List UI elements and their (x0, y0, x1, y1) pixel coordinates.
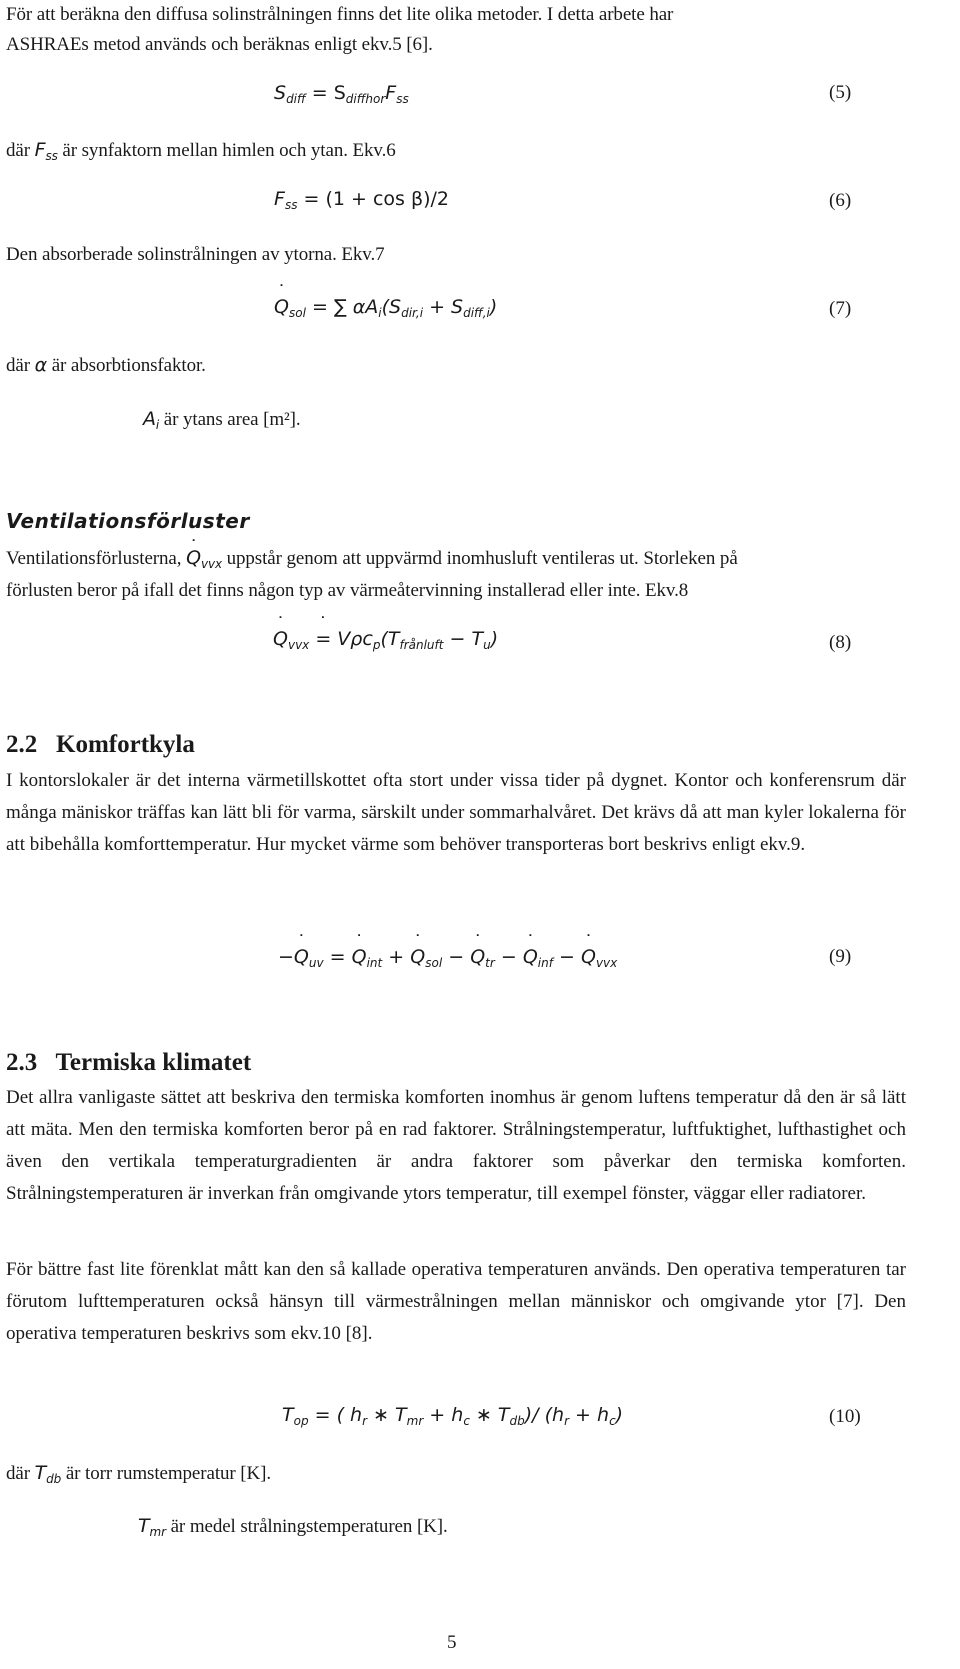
equation-6: $F_{ss} = (1 + \cos \beta)/2$ (274, 188, 449, 212)
equation-5: $S_{diff} = S_{diffhor}F_{ss}$ (274, 82, 409, 106)
equation-9-number: (9) (829, 946, 852, 967)
section-2-2-heading: 2.2 Komfortkyla (6, 731, 195, 758)
section-2-3-heading: 2.3 Termiska klimatet (6, 1049, 252, 1076)
equation-5-number: (5) (829, 82, 852, 103)
equation-10: $T_{op}$ = ( $h_r$ ∗ $T_{mr} + h_c$ ∗ $T_{db})/$ $(h_r + h_c)$ (282, 1404, 624, 1428)
section-2-3-paragraph-1: Det allra vanligaste sättet att beskriva den termiska komforten inomhus är genom luftens temperatur då den är så lätt att mäta. Men den termiska komforten beror på en rad faktorer. Strålningstemperatur, luftfuktighet, lufthastighet och även den vertikala temperaturgradienten är andra faktorer som påverkar den termiska komforten. Strålningstemperaturen är inverkan från omgivande ytors temperatur, till exempel fönster, väggar eller radiatorer. (6, 1087, 906, 1204)
alpha-definition: där α är absorbtionsfaktor. (6, 354, 206, 376)
equation-8-number: (8) (829, 632, 852, 653)
area-definition: $A_i$ är ytans area [m²]. (143, 408, 301, 432)
tmr-definition: $T_{mr}$ är medel strålningstemperaturen [K]. (138, 1515, 448, 1539)
section-2-3-paragraph-2: För bättre fast lite förenklat mått kan den så kallade operativa temperaturen används. Den operativa temperaturen tar förutom lufttemperaturen också hänsyn till värmestrålningen mellan människor och omgivande ytor [7]. Den operativa temperaturen beskrivs som ekv.10 [8]. (6, 1259, 906, 1344)
intro-line-1: För att beräkna den diffusa solinstrålningen finns det lite olika metoder. I detta arbete har (6, 4, 674, 25)
ventilation-heading: Ventilationsförluster (6, 509, 250, 533)
page-number: 5 (447, 1632, 457, 1653)
fss-definition: där $F_{ss}$ är synfaktorn mellan himlen och ytan. Ekv.6 (6, 139, 396, 163)
ventilation-line-1: Ventilationsförlusterna, ˙ $Q_{vvx}$ uppstår genom att uppvärmd inomhusluft ventileras ut. Storleken på (6, 543, 738, 579)
equation-9: −˙ $Q_{uv}$ = ˙ $Q_{int}$ + ˙ $Q_{sol}$ − ˙ $Q_{tr}$ − ˙ $Q_{inf}$ − ˙ $Q_{vvx}$ (278, 946, 617, 970)
equation-8: ˙ $Q_{vvx}$ ˙ = $V\rho c_p(T_{frånluft} - T_u)$ (273, 628, 498, 652)
absorbed-line: Den absorberade solinstrålningen av ytorna. Ekv.7 (6, 244, 385, 265)
ventilation-line-2: förlusten beror på ifall det finns någon typ av värmeåtervinning installerad eller inte. Ekv.8 (6, 580, 689, 601)
section-2-2-paragraph: I kontorslokaler är det interna värmetillskottet ofta stort under vissa tider på dygnet. Kontor och konferensrum där många mäniskor träffas kan lätt bli för varma, särskilt under sommarhalvåret. Det krävs då att man kyler lokalerna för att bibehålla komforttemperatur. Hur mycket värme som behöver transporteras bort beskrivs enligt ekv.9. (6, 770, 906, 855)
equation-7-number: (7) (829, 298, 852, 319)
equation-10-number: (10) (829, 1406, 861, 1427)
intro-line-2: ASHRAEs metod används och beräknas enligt ekv.5 [6]. (6, 34, 433, 55)
equation-7: ˙ $Q_{sol}$ = ∑ $\alpha A_i(S_{dir,i} + S_{diff,i})$ (274, 296, 497, 320)
equation-6-number: (6) (829, 190, 852, 211)
tdb-definition: där $T_{db}$ är torr rumstemperatur [K]. (6, 1462, 271, 1486)
